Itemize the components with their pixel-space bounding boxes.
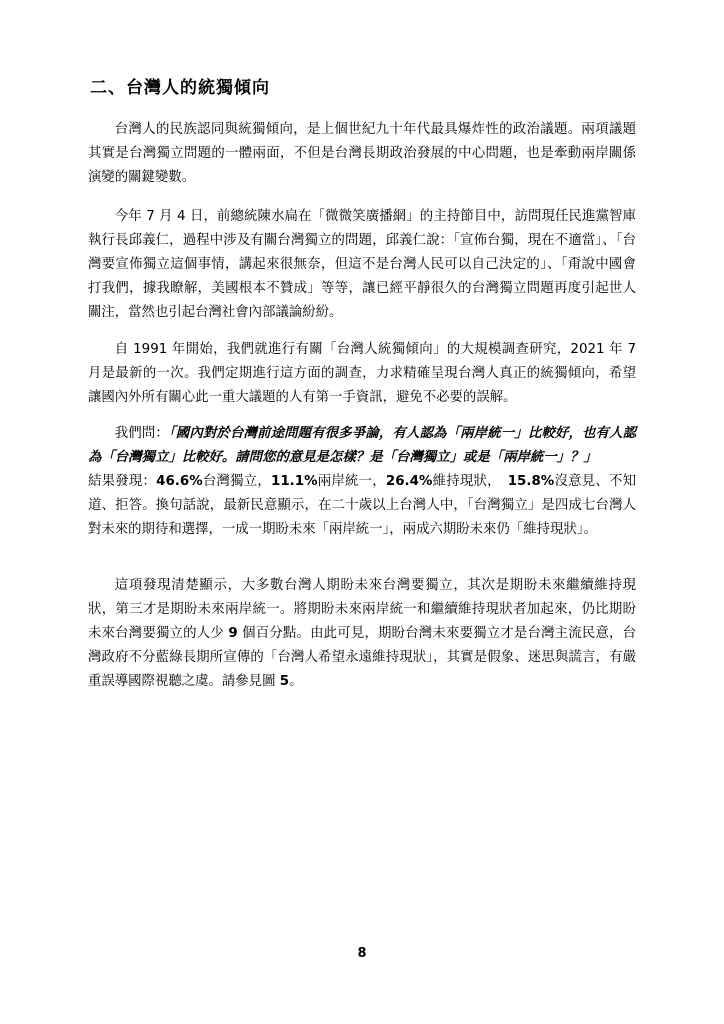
p5-text-a: 這項發現清楚顯示，大多數台灣人期盼未來台灣要獨立，其次是期盼未來繼續維持現狀，第三才是期盼未來兩岸統一。將期盼未來兩岸統一和繼續維持現狀者加起來，仍比期盼未來台灣要獨立的人少: [88, 578, 636, 641]
label-independence: 台灣獨立，: [202, 474, 272, 489]
page-number: 8: [357, 946, 367, 961]
paragraph-1: 台灣人的民族認同與統獨傾向，是上個世紀九十年代最具爆炸性的政治議題。兩項議題其實是台灣獨立問題的一體兩面，不但是台灣長期政治發展的中心問題，也是牽動兩岸關係演變的關鍵變數。: [88, 122, 636, 185]
pct-status-quo: 26.4%: [385, 474, 433, 489]
paragraph-5: [88, 574, 636, 694]
p5-text-b: 個百分點。由此可見，期盼台灣未來要獨立才是台灣主流民意，台灣政府不分藍綠長期所宣傳的「台灣人希望永遠維持現狀」，其實是假象、迷思與謊言，有嚴重誤導國際視聽之虞。請參見圖: [88, 626, 637, 689]
survey-question: 「國內對於台灣前途問題有很多爭論，有人認為「兩岸統一」比較好，也有人認為「台灣獨立」比較好。請問您的意見是怎樣？是「台灣獨立」或是「兩岸統一」？」: [88, 426, 636, 465]
result-lead: 結果發現：: [88, 474, 157, 489]
pct-independence: 46.6%: [156, 474, 203, 489]
label-status-quo: 維持現狀，: [432, 474, 508, 489]
point-gap: 9: [228, 626, 238, 641]
paragraph-3: 自 1991 年開始，我們就進行有關「台灣人統獨傾向」的大規模調查研究，2021 年 7 月是最新的一次。我們定期進行這方面的調查，力求精確呈現台灣人真正的統獨傾向，希望讓國內外所有關心此一重大議題的人有第一手資訊，避免不必要的誤解。: [88, 342, 636, 405]
p5-end: 。: [289, 674, 303, 689]
paragraph-2: 今年 7 月 4 日，前總統陳水扁在「微微笑廣播網」的主持節目中，訪問現任民進黨智庫執行長邱義仁，過程中涉及有關台灣獨立的問題，邱義仁說：「宣佈台獨，現在不適當」、「台灣要宣佈獨立這個事情，講起來很無奈，但這不是台灣人民可以自己決定的」、「甭說中國會打我們，據我瞭解，美國根本不贊成」等等，讓已經平靜很久的台灣獨立問題再度引起世人關注，當然也引起台灣社會內部議論紛紛。: [88, 209, 636, 320]
question-lead: 我們問：: [114, 426, 169, 441]
pct-no-opinion: 15.8%: [507, 474, 555, 489]
label-unification: 兩岸統一，: [317, 474, 386, 489]
figure-ref: 5: [279, 674, 290, 689]
label-no-opinion: 沒意見、不知道、拒答。換句話說，最新民意顯示，在二十歲以上台灣人中，「台灣獨立」是四成七台灣人對未來的期待和選擇，一成一期盼未來「兩岸統一」，兩成六期盼未來仍「維持現狀」。: [88, 474, 636, 537]
pct-unification: 11.1%: [271, 474, 318, 489]
paragraph-4: [88, 422, 636, 542]
section-heading: 二、台灣人的統獨傾向: [90, 78, 270, 98]
